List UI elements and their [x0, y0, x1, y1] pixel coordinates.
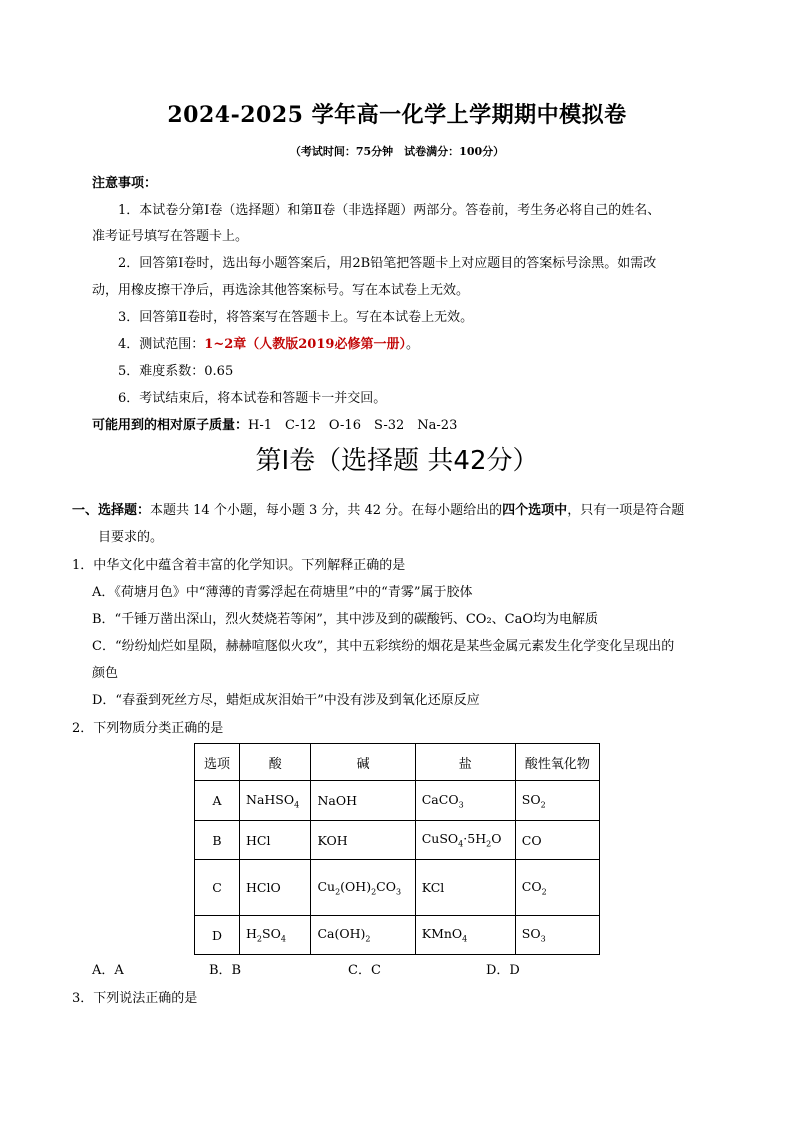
q1-option-d: D．“春蚕到死丝方尽，蜡炬成灰泪始干”中没有涉及到氧化还原反应	[92, 693, 480, 708]
instruction-suffix: ，只有一项是符合题	[567, 503, 685, 518]
salt-cell: CaCO$_3$	[415, 781, 515, 821]
table-row	[195, 916, 600, 955]
notes-heading: 注意事项：	[92, 176, 158, 191]
note-2a: 2．回答第Ⅰ卷时，选出每小题答案后，用2B铅笔把答题卡上对应题目的答案标号涂黑。如需改	[118, 256, 657, 271]
exam-subtitle: （考试时间：75分钟 试卷满分：100分）	[289, 145, 505, 158]
row-option: B	[195, 821, 240, 860]
q2-answer-d: D．D	[486, 963, 520, 978]
q3-stem: 3．下列说法正确的是	[72, 991, 198, 1006]
exam-title: 2024-2025 学年高一化学上学期期中模拟卷	[167, 102, 627, 128]
note-4-suffix: 。	[405, 337, 419, 352]
header-option: 选项	[195, 744, 240, 781]
section-title: 第Ⅰ卷（选择题 共42分）	[255, 446, 539, 476]
oxide-cell: $CO_2$	[515, 860, 599, 916]
acid-cell: NaHSO$_4$	[240, 781, 311, 821]
table-row	[195, 821, 600, 860]
q2-answer-b: B．B	[209, 963, 242, 978]
instruction-mid: 本题共 14 个小题，每小题 3 分，共 42 分。在每小题给出的	[150, 503, 503, 518]
instruction-line-2: 目要求的。	[98, 530, 164, 545]
acid-cell: $H_2SO_4$	[240, 916, 311, 955]
table-header-row	[195, 744, 600, 781]
table-row	[195, 860, 600, 916]
note-1a: 1．本试卷分第Ⅰ卷（选择题）和第Ⅱ卷（非选择题）两部分。答卷前，考生务必将自己的姓名、	[118, 203, 661, 218]
q2-answer-a: A．A	[92, 963, 124, 978]
note-5: 5．难度系数：0.65	[118, 364, 234, 379]
note-2b: 动，用橡皮擦干净后，再选涂其他答案标号。写在本试卷上无效。	[92, 283, 470, 298]
q1-option-a: A．《荷塘月色》中“薄薄的青雾浮起在荷塘里”中的“青雾”属于胶体	[92, 585, 473, 600]
row-option: A	[195, 781, 240, 821]
oxide-cell: $SO_3$	[515, 916, 599, 955]
base-cell: NaOH	[311, 781, 415, 821]
acid-cell: HCl	[240, 821, 311, 860]
note-4	[118, 333, 419, 352]
salt-cell: KCl	[415, 860, 515, 916]
header-acid: 酸	[240, 744, 311, 781]
note-4-prefix: 4．测试范围：	[118, 337, 205, 352]
instruction-prefix: 一、选择题：	[72, 503, 151, 518]
note-6: 6．考试结束后，将本试卷和答题卡一并交回。	[118, 391, 387, 406]
q1-option-b: B．“千锤万凿出深山，烈火焚烧若等闲”，其中涉及到的碳酸钙、CO₂、CaO均为电解质	[92, 612, 599, 627]
classification-table	[194, 743, 600, 955]
note-4-scope: 1~2章（人教版2019必修第一册）	[204, 337, 406, 352]
table-row	[195, 781, 600, 821]
base-cell: $Ca(OH)_2$	[311, 916, 415, 955]
acid-cell: HClO	[240, 860, 311, 916]
header-base: 碱	[311, 744, 415, 781]
atomic-mass-values: H-1 C-12 O-16 S-32 Na-23	[248, 418, 458, 433]
note-1b: 准考证号填写在答题卡上。	[92, 229, 249, 244]
base-cell: $Cu_2(OH)_2CO_3$	[311, 860, 415, 916]
header-salt: 盐	[415, 744, 515, 781]
q1-stem: 1．中华文化中蕴含着丰富的化学知识。下列解释正确的是	[72, 558, 406, 573]
base-cell: KOH	[311, 821, 415, 860]
q1-option-c1: C．“纷纷灿烂如星陨，赫赫喧豗似火攻”，其中五彩缤纷的烟花是某些金属元素发生化学变化呈现出的	[92, 639, 675, 654]
oxide-cell: $SO_2$	[515, 781, 599, 821]
q2-stem: 2．下列物质分类正确的是	[72, 721, 224, 736]
salt-cell: $CuSO_4\cdot 5H_2O$	[415, 821, 515, 860]
row-option: D	[195, 916, 240, 955]
atomic-mass-line	[92, 414, 457, 433]
q1-option-c2: 颜色	[92, 666, 119, 681]
salt-cell: KMnO$_4$	[415, 916, 515, 955]
atomic-mass-label: 可能用到的相对原子质量：	[92, 418, 249, 433]
q2-answer-c: C．C	[348, 963, 381, 978]
instruction-bold: 四个选项中	[502, 503, 568, 518]
row-option: C	[195, 860, 240, 916]
oxide-cell: CO	[515, 821, 599, 860]
instruction-line-1	[72, 499, 684, 518]
note-3: 3．回答第Ⅱ卷时，将答案写在答题卡上。写在本试卷上无效。	[118, 310, 474, 325]
header-acidic-oxide: 酸性氧化物	[515, 744, 599, 781]
